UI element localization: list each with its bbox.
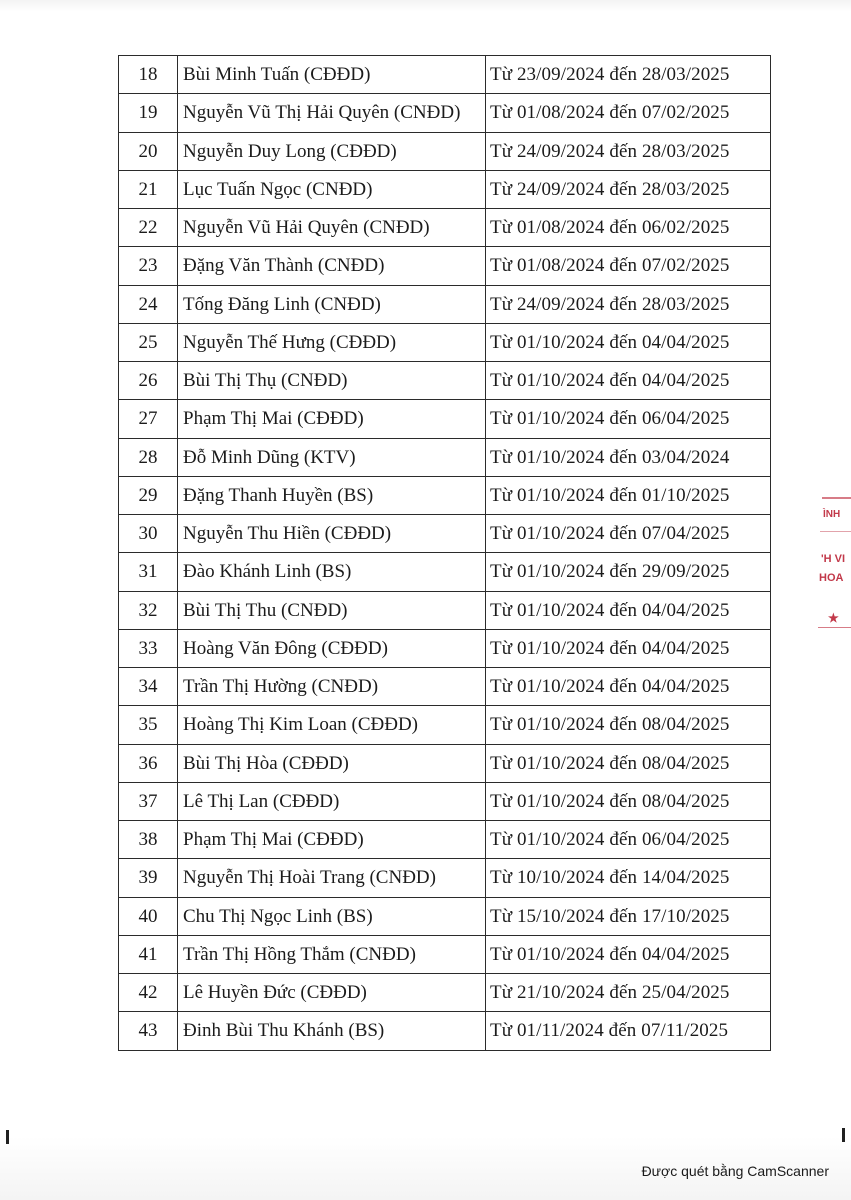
work-period: Từ 01/10/2024 đến 08/04/2025 [486,744,771,782]
staff-name: Đặng Thanh Huyền (BS) [178,476,486,514]
table-row [119,859,771,897]
work-period: Từ 01/10/2024 đến 01/10/2025 [486,476,771,514]
table-row [119,935,771,973]
work-period: Từ 01/10/2024 đến 29/09/2025 [486,553,771,591]
table-row [119,400,771,438]
row-number: 35 [119,706,178,744]
row-number: 22 [119,209,178,247]
staff-name: Nguyễn Thị Hoài Trang (CNĐD) [178,859,486,897]
staff-name: Hoàng Thị Kim Loan (CĐĐD) [178,706,486,744]
work-period: Từ 01/10/2024 đến 04/04/2025 [486,362,771,400]
table-row [119,897,771,935]
row-number: 29 [119,476,178,514]
staff-name: Đinh Bùi Thu Khánh (BS) [178,1012,486,1050]
row-number: 23 [119,247,178,285]
staff-name: Lục Tuấn Ngọc (CNĐD) [178,170,486,208]
staff-name: Nguyễn Vũ Hải Quyên (CNĐD) [178,209,486,247]
work-period: Từ 01/10/2024 đến 08/04/2025 [486,706,771,744]
row-number: 32 [119,591,178,629]
row-number: 25 [119,323,178,361]
row-number: 43 [119,1012,178,1050]
row-number: 18 [119,56,178,94]
table-row [119,591,771,629]
work-period: Từ 01/08/2024 đến 06/02/2025 [486,209,771,247]
staff-name: Trần Thị Hồng Thắm (CNĐD) [178,935,486,973]
staff-name: Nguyễn Vũ Thị Hải Quyên (CNĐD) [178,94,486,132]
star-icon: ★ [828,611,839,625]
table-row [119,247,771,285]
scan-edge-mark [842,1128,845,1142]
staff-name: Bùi Thị Thụ (CNĐD) [178,362,486,400]
stamp-border [822,497,851,499]
work-period: Từ 01/10/2024 đến 04/04/2025 [486,668,771,706]
row-number: 39 [119,859,178,897]
row-number: 26 [119,362,178,400]
staff-name: Tống Đăng Linh (CNĐD) [178,285,486,323]
staff-name: Phạm Thị Mai (CĐĐD) [178,821,486,859]
row-number: 19 [119,94,178,132]
table-row [119,170,771,208]
work-period: Từ 01/11/2024 đến 07/11/2025 [486,1012,771,1050]
work-period: Từ 01/10/2024 đến 06/04/2025 [486,821,771,859]
work-period: Từ 24/09/2024 đến 28/03/2025 [486,285,771,323]
staff-name: Lê Huyền Đức (CĐĐD) [178,974,486,1012]
staff-name: Đặng Văn Thành (CNĐD) [178,247,486,285]
work-period: Từ 24/09/2024 đến 28/03/2025 [486,132,771,170]
staff-name: Nguyễn Thu Hiền (CĐĐD) [178,515,486,553]
row-number: 21 [119,170,178,208]
staff-name: Bùi Thị Hòa (CĐĐD) [178,744,486,782]
table-row [119,323,771,361]
work-period: Từ 01/10/2024 đến 04/04/2025 [486,629,771,667]
table-row [119,209,771,247]
work-period: Từ 01/10/2024 đến 04/04/2025 [486,935,771,973]
stamp-border [820,531,851,532]
table-row [119,553,771,591]
table-row [119,94,771,132]
table-row [119,744,771,782]
row-number: 38 [119,821,178,859]
camscanner-watermark: Được quét bằng CamScanner [641,1163,829,1179]
staff-name: Bùi Thị Thu (CNĐD) [178,591,486,629]
staff-name: Đỗ Minh Dũng (KTV) [178,438,486,476]
table-row [119,974,771,1012]
row-number: 41 [119,935,178,973]
work-period: Từ 01/08/2024 đến 07/02/2025 [486,247,771,285]
row-number: 24 [119,285,178,323]
table-row [119,706,771,744]
work-period: Từ 21/10/2024 đến 25/04/2025 [486,974,771,1012]
work-period: Từ 01/10/2024 đến 07/04/2025 [486,515,771,553]
work-period: Từ 23/09/2024 đến 28/03/2025 [486,56,771,94]
work-period: Từ 01/10/2024 đến 08/04/2025 [486,782,771,820]
table-row [119,1012,771,1050]
staff-name: Nguyễn Thế Hưng (CĐĐD) [178,323,486,361]
row-number: 37 [119,782,178,820]
row-number: 36 [119,744,178,782]
table-row [119,362,771,400]
table-row [119,438,771,476]
row-number: 31 [119,553,178,591]
work-period: Từ 01/10/2024 đến 03/04/2024 [486,438,771,476]
row-number: 42 [119,974,178,1012]
red-stamp-fragment [808,495,851,645]
scan-edge-mark [6,1130,9,1144]
table-row [119,476,771,514]
work-period: Từ 01/08/2024 đến 07/02/2025 [486,94,771,132]
staff-name: Chu Thị Ngọc Linh (BS) [178,897,486,935]
stamp-text: 'H VI [821,553,846,565]
stamp-border [818,627,851,628]
table-row [119,285,771,323]
work-period: Từ 10/10/2024 đến 14/04/2025 [486,859,771,897]
row-number: 30 [119,515,178,553]
staff-name: Lê Thị Lan (CĐĐD) [178,782,486,820]
staff-name: Đào Khánh Linh (BS) [178,553,486,591]
table-row [119,132,771,170]
row-number: 33 [119,629,178,667]
table-row [119,821,771,859]
row-number: 40 [119,897,178,935]
page-top-edge [0,0,851,12]
row-number: 28 [119,438,178,476]
work-period: Từ 24/09/2024 đến 28/03/2025 [486,170,771,208]
work-period: Từ 01/10/2024 đến 06/04/2025 [486,400,771,438]
staff-name: Nguyễn Duy Long (CĐĐD) [178,132,486,170]
work-period: Từ 01/10/2024 đến 04/04/2025 [486,323,771,361]
staff-period-table [118,55,771,1051]
staff-name: Trần Thị Hường (CNĐD) [178,668,486,706]
row-number: 27 [119,400,178,438]
table-row [119,629,771,667]
work-period: Từ 15/10/2024 đến 17/10/2025 [486,897,771,935]
stamp-text: ÌNH [823,509,841,520]
table-row [119,515,771,553]
row-number: 34 [119,668,178,706]
table-row [119,56,771,94]
staff-name: Phạm Thị Mai (CĐĐD) [178,400,486,438]
table-row [119,668,771,706]
staff-name: Hoàng Văn Đông (CĐĐD) [178,629,486,667]
staff-period-table-body [119,56,771,1051]
work-period: Từ 01/10/2024 đến 04/04/2025 [486,591,771,629]
row-number: 20 [119,132,178,170]
staff-name: Bùi Minh Tuấn (CĐĐD) [178,56,486,94]
stamp-text: HOA [819,572,844,584]
table-row [119,782,771,820]
